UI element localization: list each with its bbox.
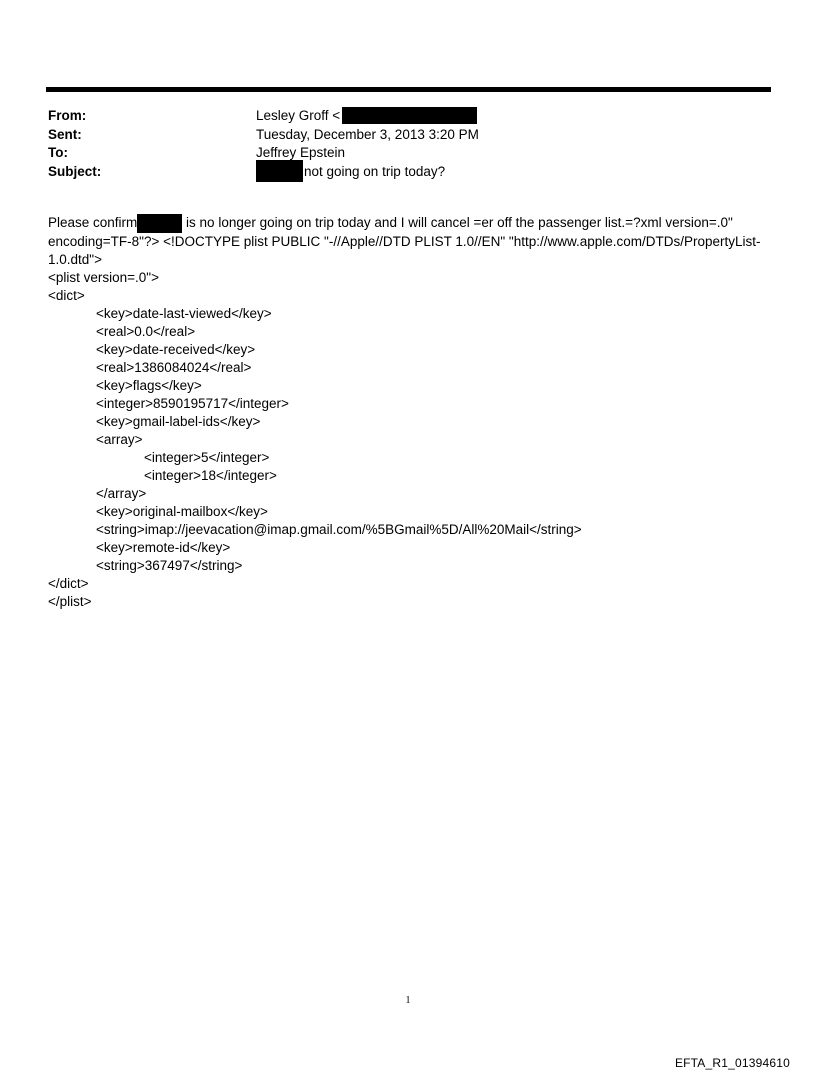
plist-line: <dict> <box>48 288 85 303</box>
plist-line: <integer>8590195717</integer> <box>96 396 289 411</box>
to-label: To: <box>48 145 68 160</box>
email-header <box>48 107 768 181</box>
sent-row <box>48 126 768 145</box>
plist-line: <key>date-received</key> <box>96 342 256 357</box>
from-label: From: <box>48 108 87 123</box>
from-value <box>256 107 477 126</box>
plist-line: <key>gmail-label-ids</key> <box>96 414 261 429</box>
from-name: Lesley Groff < <box>256 108 341 123</box>
plist-line: <real>1386084024</real> <box>96 360 252 375</box>
subject-value <box>256 163 445 185</box>
plist-line: <integer>18</integer> <box>144 468 277 483</box>
plist-line: <key>original-mailbox</key> <box>96 504 268 519</box>
body-paragraph <box>48 214 768 269</box>
subject-label: Subject: <box>48 163 102 179</box>
redaction-box <box>342 107 477 124</box>
plist-line: <string>367497</string> <box>96 558 243 573</box>
plist-line: <key>flags</key> <box>96 378 202 393</box>
plist-line: </array> <box>96 486 147 501</box>
plist-line: <real>0.0</real> <box>96 324 196 339</box>
sent-value: Tuesday, December 3, 2013 3:20 PM <box>256 126 479 142</box>
subject-row <box>48 163 768 182</box>
to-value: Jeffrey Epstein <box>256 145 346 160</box>
document-id: EFTA_R1_01394610 <box>674 1056 790 1070</box>
header-rule <box>46 87 771 92</box>
subject-text: not going on trip today? <box>304 163 446 179</box>
plist-line: <array> <box>96 432 143 447</box>
plist-line: </dict> <box>48 576 89 591</box>
page-number: 1 <box>405 995 411 1006</box>
plist-line: <string>imap://jeevacation@imap.gmail.com/%5BGmail%5D/All%20Mail</string> <box>96 522 582 537</box>
from-row <box>48 107 768 126</box>
redaction-box <box>256 160 303 182</box>
plist-line: <integer>5</integer> <box>144 450 270 465</box>
plist-line: </plist> <box>48 594 92 609</box>
body-intro-before: Please confirm <box>48 215 138 230</box>
plist-line: <key>date-last-viewed</key> <box>96 306 272 321</box>
sent-label: Sent: <box>48 126 82 142</box>
plist-line: <key>remote-id</key> <box>96 540 231 555</box>
redaction-box <box>137 214 182 233</box>
to-row <box>48 144 768 163</box>
body-intro-after: is no longer going on trip today and I will cancel =er off the passenger list.=?xml version=.0" encoding=TF-8"?> <!DOCTYPE plist PUBLIC "-//Apple//DTD PLIST 1.0//EN" "http://www.apple.com/DTDs/PropertyList-1.0.dtd"> <box>48 215 761 267</box>
email-body <box>48 214 768 611</box>
plist-line: <plist version=.0"> <box>48 270 159 285</box>
